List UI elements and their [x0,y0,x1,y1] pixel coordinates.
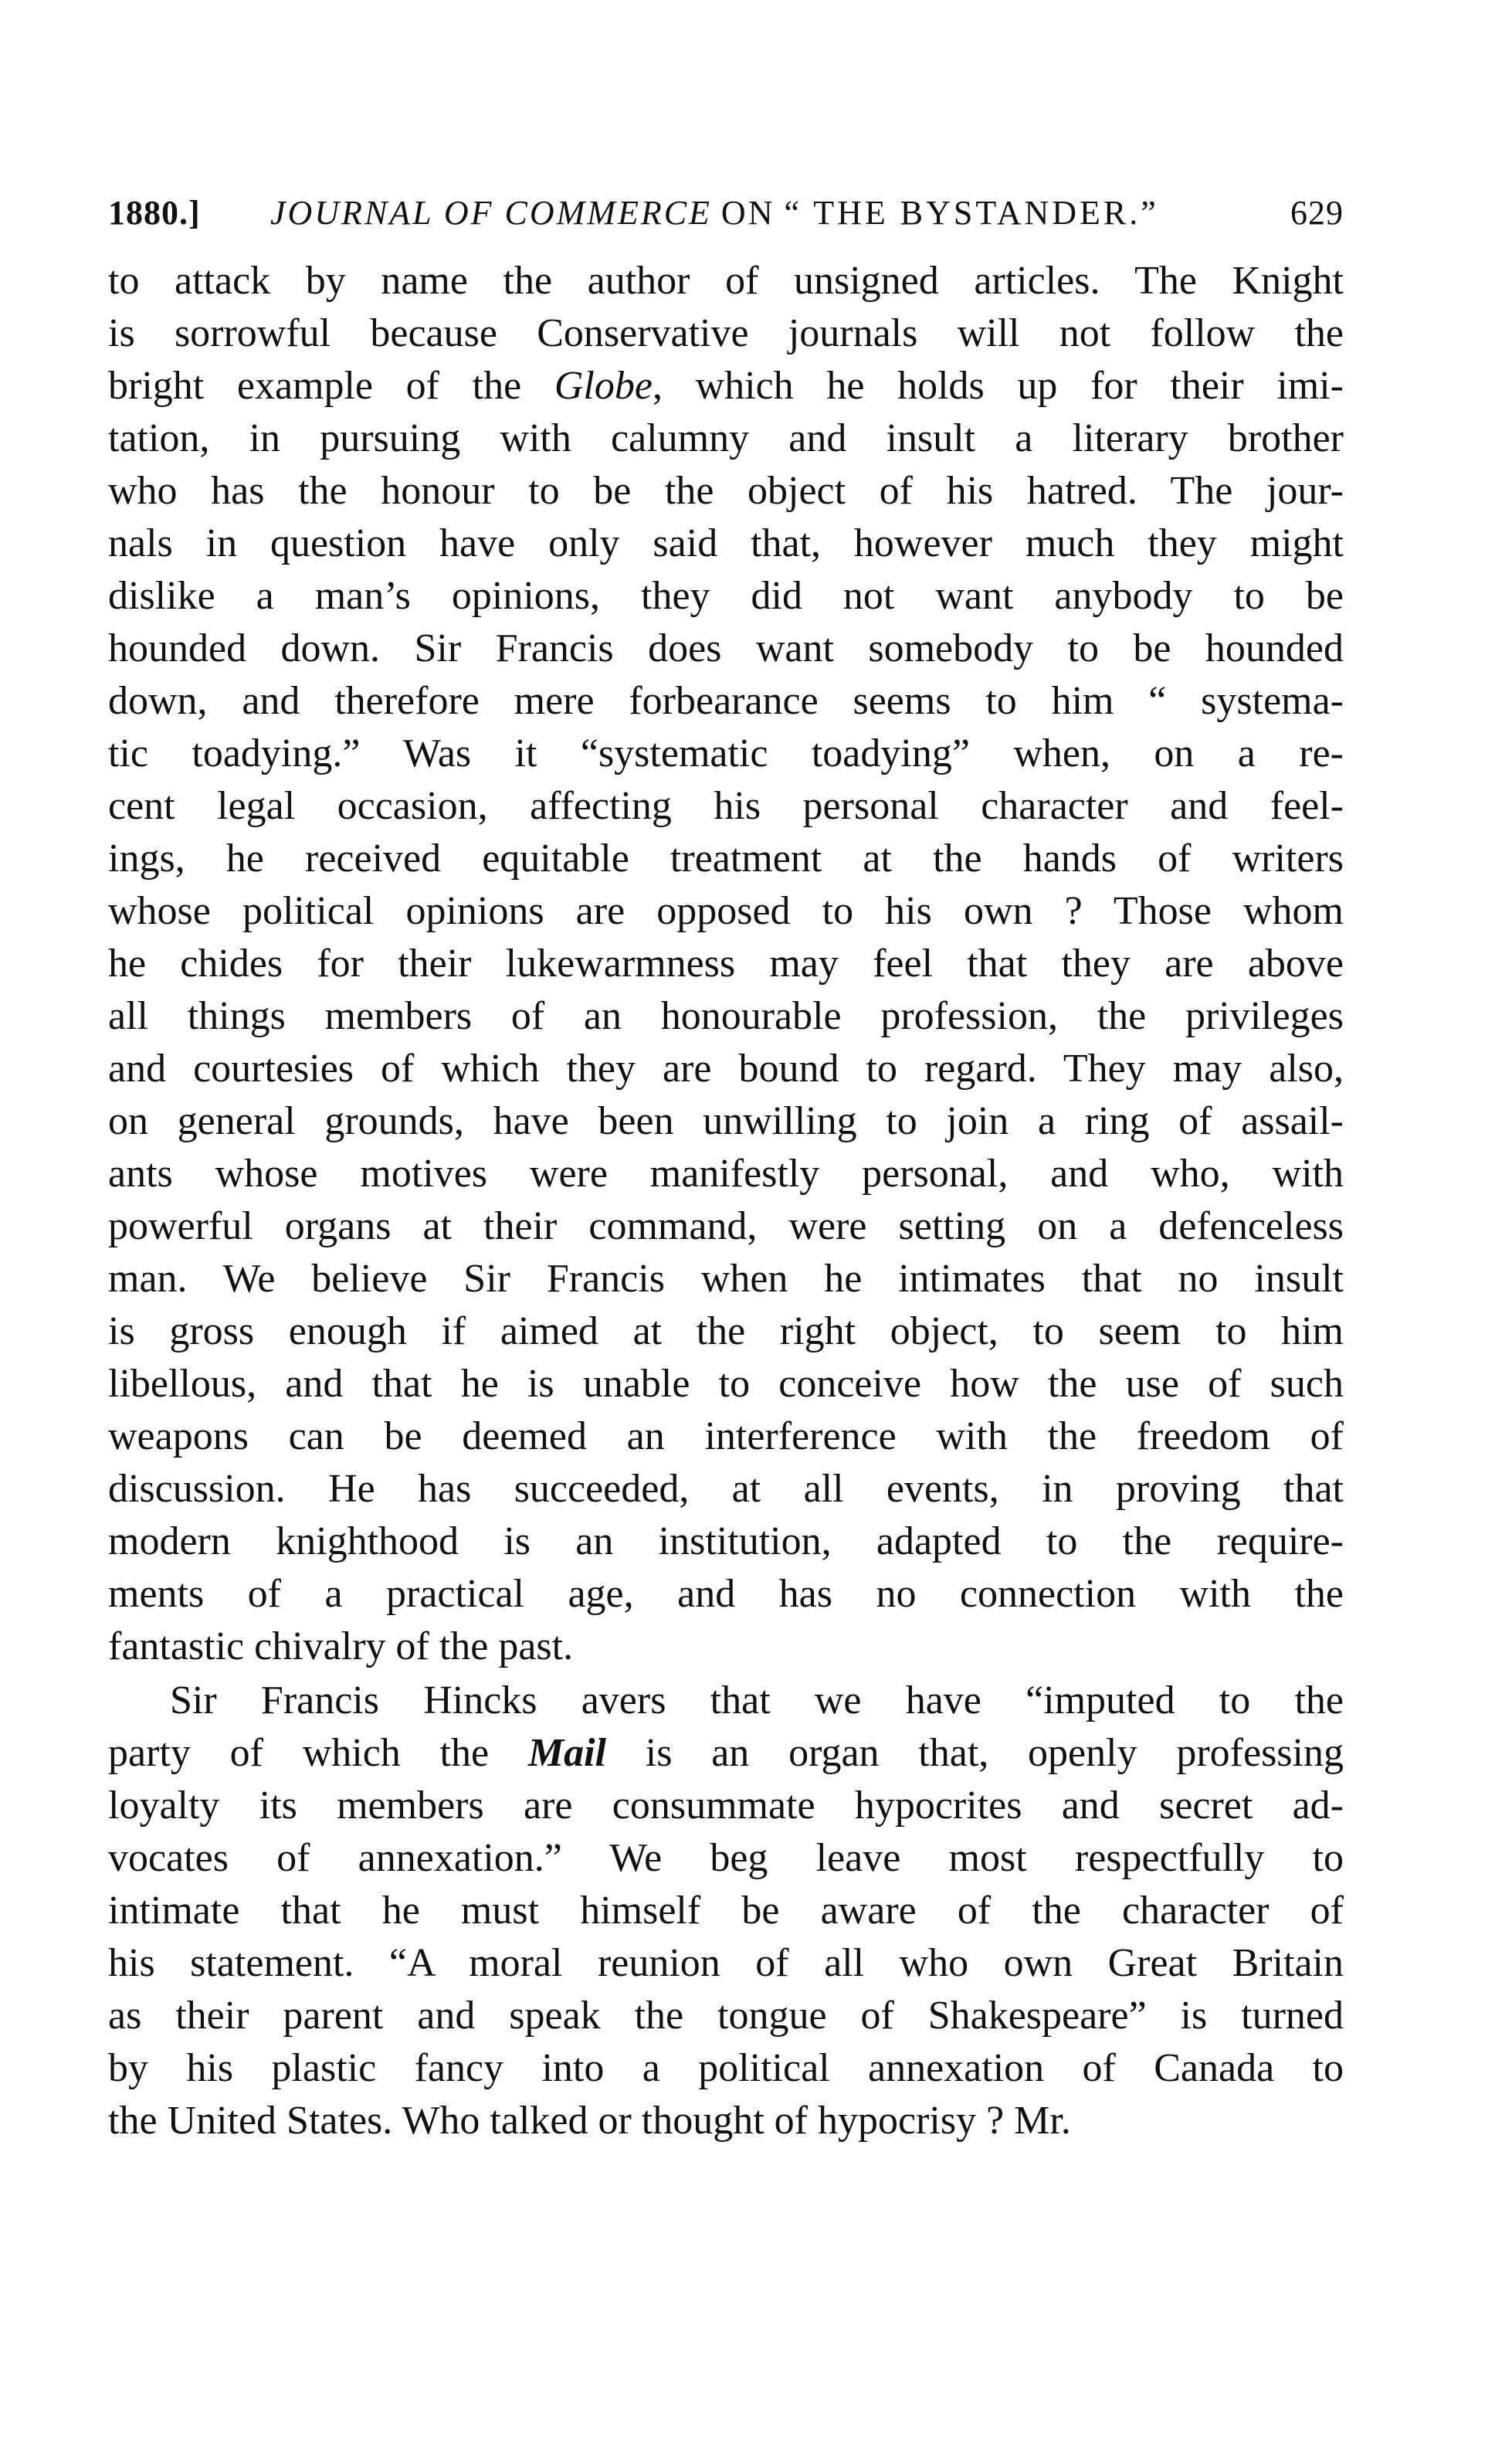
text-line: fantastic chivalry of the past. [108,1624,574,1668]
text-line: on general grounds, have been unwilling to join a ring of assail- [108,1099,1344,1143]
running-head-on: ON [720,194,775,232]
running-head-subject: “ THE BYSTANDER.” [784,194,1159,232]
text-line: ants whose motives were manifestly personal, and who, with [108,1152,1344,1196]
running-head-title [270,193,1159,232]
text-line: powerful organs at their command, were setting on a defenceless [108,1204,1344,1248]
text-line: the United States. Who talked or thought of hypocrisy ? Mr. [108,2099,1071,2143]
text-line: discussion. He has succeeded, at all events, in proving that [108,1467,1344,1511]
text-line: ings, he received equitable treatment at the hands of writers [108,837,1344,881]
text-line: by his plastic fancy into a political annexation of Canada to [108,2046,1344,2090]
text-line [108,360,1344,412]
text-line: hounded down. Sir Francis does want somebody to be hounded [108,626,1344,670]
text-line [108,1727,1344,1780]
text-line: down, and therefore mere forbearance seems to him “ systema- [108,679,1344,723]
text-line: his statement. “A moral reunion of all who own Great Britain [108,1941,1344,1985]
text-line: is gross enough if aimed at the right object, to seem to him [108,1309,1344,1353]
text-line: as their parent and speak the tongue of Shakespeare” is turned [108,1994,1344,2038]
text-line: modern knighthood is an institution, adapted to the require- [108,1519,1344,1563]
text-line: weapons can be deemed an interference with the freedom of [108,1414,1344,1458]
text-line: tation, in pursuing with calumny and insult a literary brother [108,416,1344,460]
text-line: ments of a practical age, and has no connection with the [108,1572,1344,1616]
text-segment: is an organ that, openly professing [606,1731,1344,1775]
text-line: all things members of an honourable profession, the privileges [108,994,1344,1038]
running-head [108,193,1344,255]
text-segment: , which he holds up for their imi- [652,364,1344,408]
text-line: loyalty its members are consummate hypocrites and secret ad- [108,1784,1344,1828]
text-line: man. We believe Sir Francis when he intimates that no insult [108,1257,1344,1301]
text-line: Sir Francis Hincks avers that we have “imputed to the [170,1678,1344,1722]
text-line: and courtesies of which they are bound to regard. They may also, [108,1047,1344,1091]
text-line: tic toadying.” Was it “systematic toadying” when, on a re- [108,731,1344,776]
running-head-journal: JOURNAL OF COMMERCE [270,194,712,232]
text-line: to attack by name the author of unsigned articles. The Knight [108,259,1344,303]
text-line: who has the honour to be the object of his hatred. The jour- [108,469,1344,513]
text-line: he chides for their lukewarmness may feel that they are above [108,942,1344,986]
body-text [108,255,1344,2147]
paragraph-2 [108,1675,1344,2147]
italic-title: Globe [554,364,653,408]
text-line: is sorrowful because Conservative journals will not follow the [108,311,1344,355]
text-line: whose political opinions are opposed to his own ? Those whom [108,889,1344,933]
text-line: vocates of annexation.” We beg leave most respectfully to [108,1836,1344,1880]
text-segment: party of which the [108,1731,528,1775]
text-line: dislike a man’s opinions, they did not want anybody to be [108,574,1344,618]
book-page [108,193,1344,2147]
page-number: 629 [1290,194,1344,232]
text-segment: bright example of the [108,364,554,408]
paragraph-1 [108,255,1344,1673]
italic-title: Mail [527,1731,606,1775]
text-line: nals in question have only said that, however much they might [108,521,1344,565]
text-line: cent legal occasion, affecting his personal character and feel- [108,784,1344,828]
text-line: libellous, and that he is unable to conceive how the use of such [108,1362,1344,1406]
running-head-year: 1880.] [108,194,201,232]
text-line: intimate that he must himself be aware of the character of [108,1889,1344,1933]
